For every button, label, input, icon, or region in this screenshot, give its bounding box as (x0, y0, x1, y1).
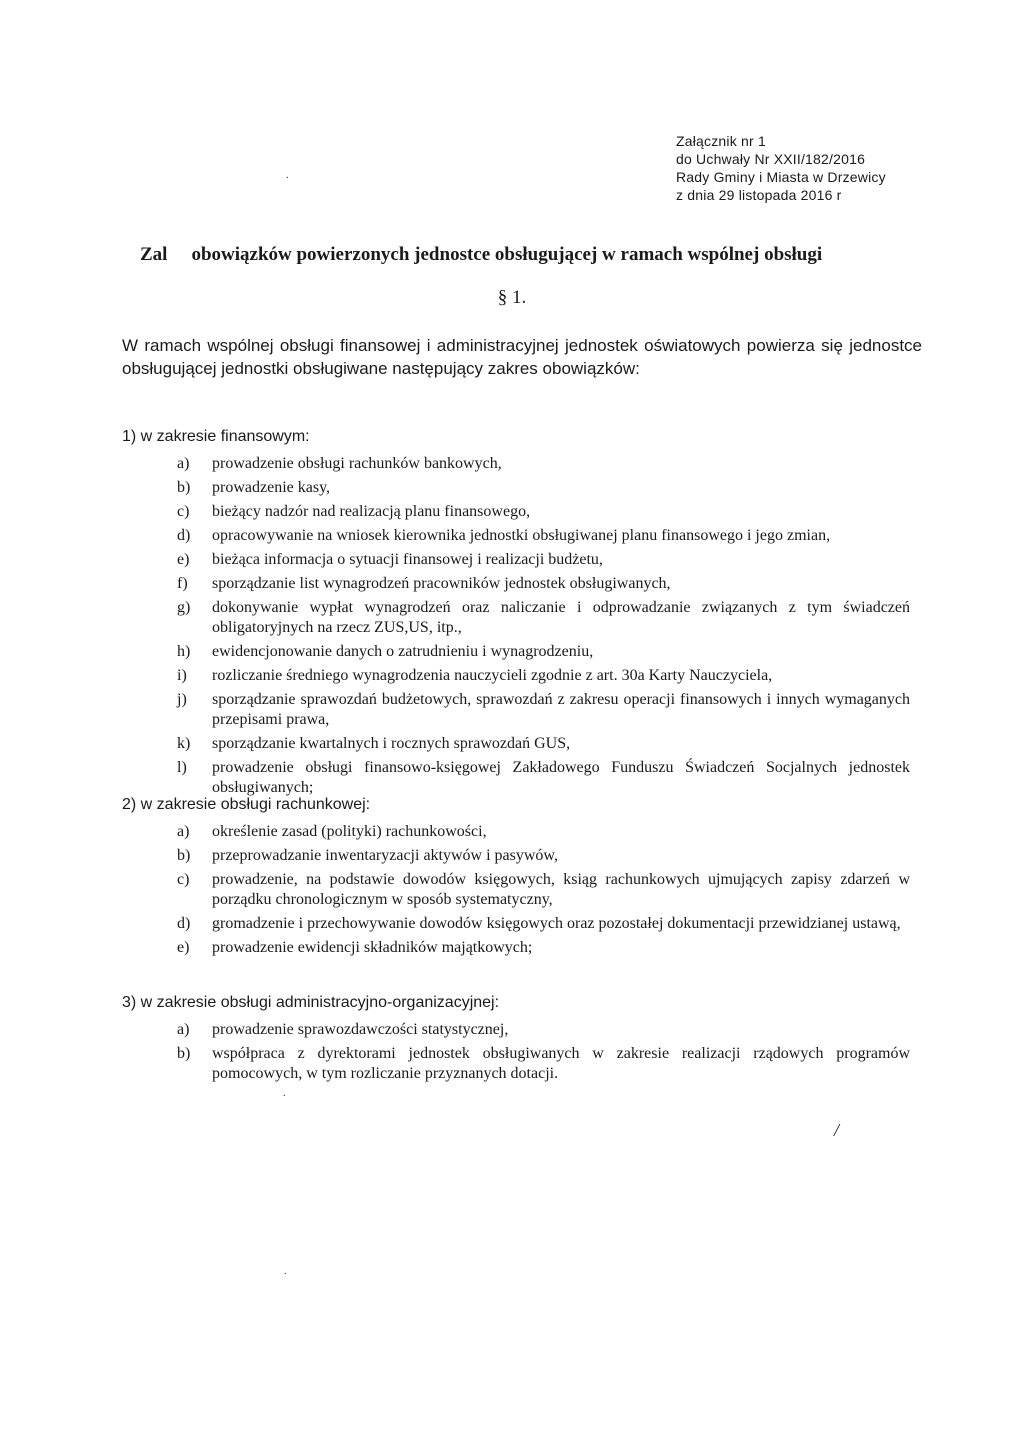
annex-header (676, 132, 886, 204)
scan-speck: . (283, 1088, 286, 1099)
group-accounting (122, 794, 922, 962)
item-marker: c) (177, 503, 190, 520)
item-marker: e) (177, 551, 190, 568)
list-item (122, 502, 910, 522)
list-item (122, 666, 910, 686)
list-item (122, 822, 910, 842)
list-item (122, 598, 910, 638)
item-marker: b) (177, 1045, 191, 1062)
list-item (122, 454, 910, 474)
item-marker: a) (177, 1021, 190, 1038)
item-text: prowadzenie obsługi finansowo-księgowej Zakładowego Funduszu Świadczeń Socjalnych jednostek obsługiwanych; (212, 759, 910, 796)
list-item (122, 550, 910, 570)
title-rest: obowiązków powierzonych jednostce obsługującej w ramach wspólnej obsługi (191, 244, 823, 265)
item-text: sporządzanie kwartalnych i rocznych sprawozdań GUS, (212, 735, 571, 752)
item-text: dokonywanie wypłat wynagrodzeń oraz naliczanie i odprowadzanie związanych z tym świadczeń obligatoryjnych na rzecz ZUS,US, itp., (212, 599, 910, 636)
item-text: bieżąca informacja o sytuacji finansowej i realizacji budżetu, (212, 551, 603, 568)
item-marker: k) (177, 735, 191, 752)
item-marker: c) (177, 871, 190, 888)
list-item (122, 938, 910, 958)
list-item (122, 870, 910, 910)
item-marker: d) (177, 527, 191, 544)
item-text: sporządzanie sprawozdań budżetowych, sprawozdań z zakresu operacji finansowych i innych wymaganych przepisami prawa, (212, 691, 910, 728)
item-marker: a) (177, 823, 190, 840)
scan-speck: . (286, 170, 289, 181)
list-item (122, 690, 910, 730)
item-marker: e) (177, 939, 190, 956)
item-text: gromadzenie i przechowywanie dowodów księgowych oraz pozostałej dokumentacji przewidzianej ustawą, (212, 915, 901, 932)
document-title (140, 244, 822, 266)
item-list (122, 454, 922, 798)
item-text: określenie zasad (polityki) rachunkowości, (212, 823, 487, 840)
item-marker: j) (177, 691, 187, 708)
item-list (122, 1020, 922, 1084)
title-start: Zal (140, 244, 168, 265)
item-text: przeprowadzanie inwentaryzacji aktywów i pasywów, (212, 847, 558, 864)
item-marker: i) (177, 667, 187, 684)
section-mark: § 1. (497, 287, 527, 308)
item-marker: d) (177, 915, 191, 932)
item-marker: l) (177, 759, 187, 776)
item-text: prowadzenie, na podstawie dowodów księgowych, ksiąg rachunkowych ujmujących zapisy zdarzeń w porządku chronologicznym w sposób systematyczny, (212, 871, 910, 908)
item-text: opracowywanie na wniosek kierownika jednostki obsługiwanej planu finansowego i jego zmian, (212, 527, 831, 544)
pen-stroke: / (834, 1120, 840, 1140)
item-marker: g) (177, 599, 191, 616)
item-text: prowadzenie kasy, (212, 479, 331, 496)
group-financial (122, 426, 922, 802)
list-item (122, 478, 910, 498)
item-text: prowadzenie obsługi rachunków bankowych, (212, 455, 502, 472)
list-item (122, 734, 910, 754)
list-item (122, 526, 910, 546)
item-text: prowadzenie ewidencji składników majątkowych; (212, 939, 533, 956)
scan-speck: . (284, 1266, 287, 1277)
group-title: 1) w zakresie finansowym: (122, 428, 310, 445)
list-item (122, 846, 910, 866)
group-title: 2) w zakresie obsługi rachunkowej: (122, 796, 371, 813)
item-marker: b) (177, 479, 191, 496)
list-item (122, 758, 910, 798)
item-marker: a) (177, 455, 190, 472)
item-text: sporządzanie list wynagrodzeń pracowników jednostek obsługiwanych, (212, 575, 671, 592)
list-item (122, 642, 910, 662)
group-title: 3) w zakresie obsługi administracyjno-organizacyjnej: (122, 994, 500, 1011)
item-text: rozliczanie średniego wynagrodzenia nauczycieli zgodnie z art. 30a Karty Nauczyciela, (212, 667, 773, 684)
list-item (122, 914, 910, 934)
group-administrative (122, 992, 922, 1088)
item-list (122, 822, 922, 958)
item-marker: b) (177, 847, 191, 864)
annex-date: z dnia 29 listopada 2016 r (676, 187, 842, 203)
annex-council: Rady Gminy i Miasta w Drzewicy (676, 169, 886, 185)
item-text: współpraca z dyrektorami jednostek obsługiwanych w zakresie realizacji rządowych programów pomocowych, w tym rozliczanie przyznanych dotacji. (212, 1045, 910, 1082)
annex-resolution: do Uchwały Nr XXII/182/2016 (676, 151, 866, 167)
list-item (122, 1020, 910, 1040)
intro-paragraph: W ramach wspólnej obsługi finansowej i administracyjnej jednostek oświatowych powierza się jednostce obsługującej jednostki obsługiwane następujący zakres obowiązków: (122, 336, 922, 378)
item-marker: f) (177, 575, 188, 592)
list-item (122, 574, 910, 594)
list-item (122, 1044, 910, 1084)
item-text: ewidencjonowanie danych o zatrudnieniu i wynagrodzeniu, (212, 643, 594, 660)
item-text: bieżący nadzór nad realizacją planu finansowego, (212, 503, 531, 520)
item-marker: h) (177, 643, 191, 660)
item-text: prowadzenie sprawozdawczości statystycznej, (212, 1021, 509, 1038)
annex-number: Załącznik nr 1 (676, 133, 766, 149)
